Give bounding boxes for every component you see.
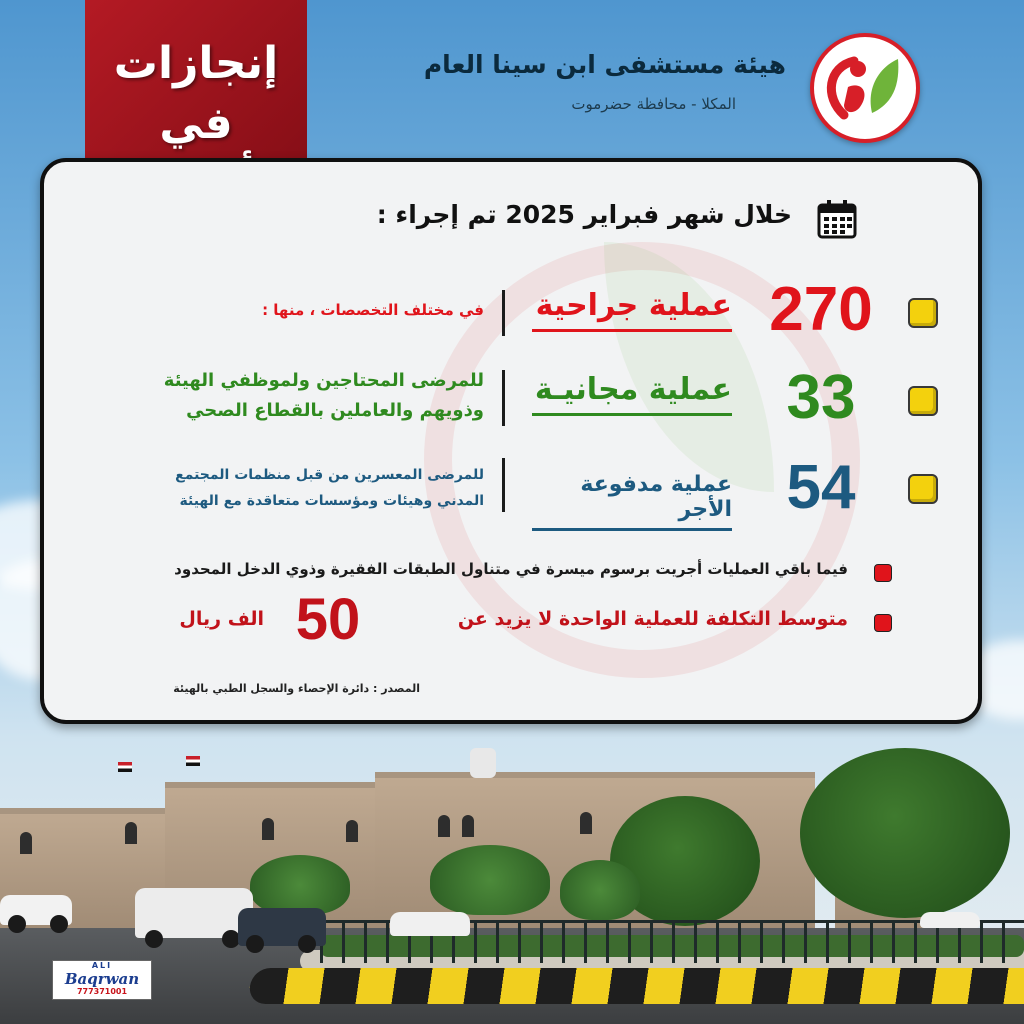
free-label: عملية مجانيـة <box>532 372 732 416</box>
paid-desc-line-2: المدني وهيئات ومؤسسات متعاقدة مع الهيئة <box>179 493 484 509</box>
average-cost-text: متوسط التكلفة للعملية الواحدة لا يزيد عن <box>457 608 848 630</box>
banner-line-2: في <box>159 98 233 149</box>
banner-line-1: إنجازات <box>113 38 279 89</box>
stamp-name: Baqrwan <box>64 970 140 988</box>
free-desc-line-1: للمرضى المحتاجين ولموظفي الهيئة <box>163 370 484 391</box>
average-cost-number: 50 <box>295 587 361 652</box>
free-desc <box>104 366 484 426</box>
paid-desc-line-1: للمرضى المعسرين من قبل منظمات المجتمع <box>175 467 484 483</box>
source-note: المصدر : دائرة الإحصاء والسجل الطبي بالهيئة <box>173 682 420 695</box>
stamp-top: ALI <box>91 961 113 970</box>
note-bullet <box>874 564 892 582</box>
free-desc-line-2: وذويهم والعاملين بالقطاع الصحي <box>186 400 484 421</box>
rest-operations-note: فيما باقي العمليات أجريت برسوم ميسرة في متناول الطبقات الفقيرة وذوي الدخل المحدود <box>174 560 848 578</box>
row-bullet <box>908 298 938 328</box>
calendar-icon <box>816 198 858 240</box>
free-count: 33 <box>786 363 856 432</box>
average-cost-unit: الف ريال <box>179 608 264 630</box>
row-bullet <box>908 386 938 416</box>
statistics-card <box>40 158 982 724</box>
paid-desc <box>124 462 484 514</box>
organization-location: المكلا - محافظة حضرموت <box>571 95 736 113</box>
surgical-desc: في مختلف التخصصات ، منها : <box>262 301 484 319</box>
surgical-label: عملية جراحية <box>532 288 732 332</box>
stamp-phone: 777371001 <box>76 987 128 996</box>
hospital-logo-icon <box>810 33 920 143</box>
organization-name: هيئة مستشفى ابن سينا العام <box>423 50 786 79</box>
paid-count: 54 <box>786 453 856 522</box>
row-bullet <box>908 474 938 504</box>
paid-label: عملية مدفوعة الأجر <box>532 472 732 531</box>
note-bullet <box>874 614 892 632</box>
surgical-count: 270 <box>769 275 873 344</box>
intro-text: خلال شهر فبراير 2025 تم إجراء : <box>376 200 792 229</box>
designer-stamp <box>52 960 152 1000</box>
